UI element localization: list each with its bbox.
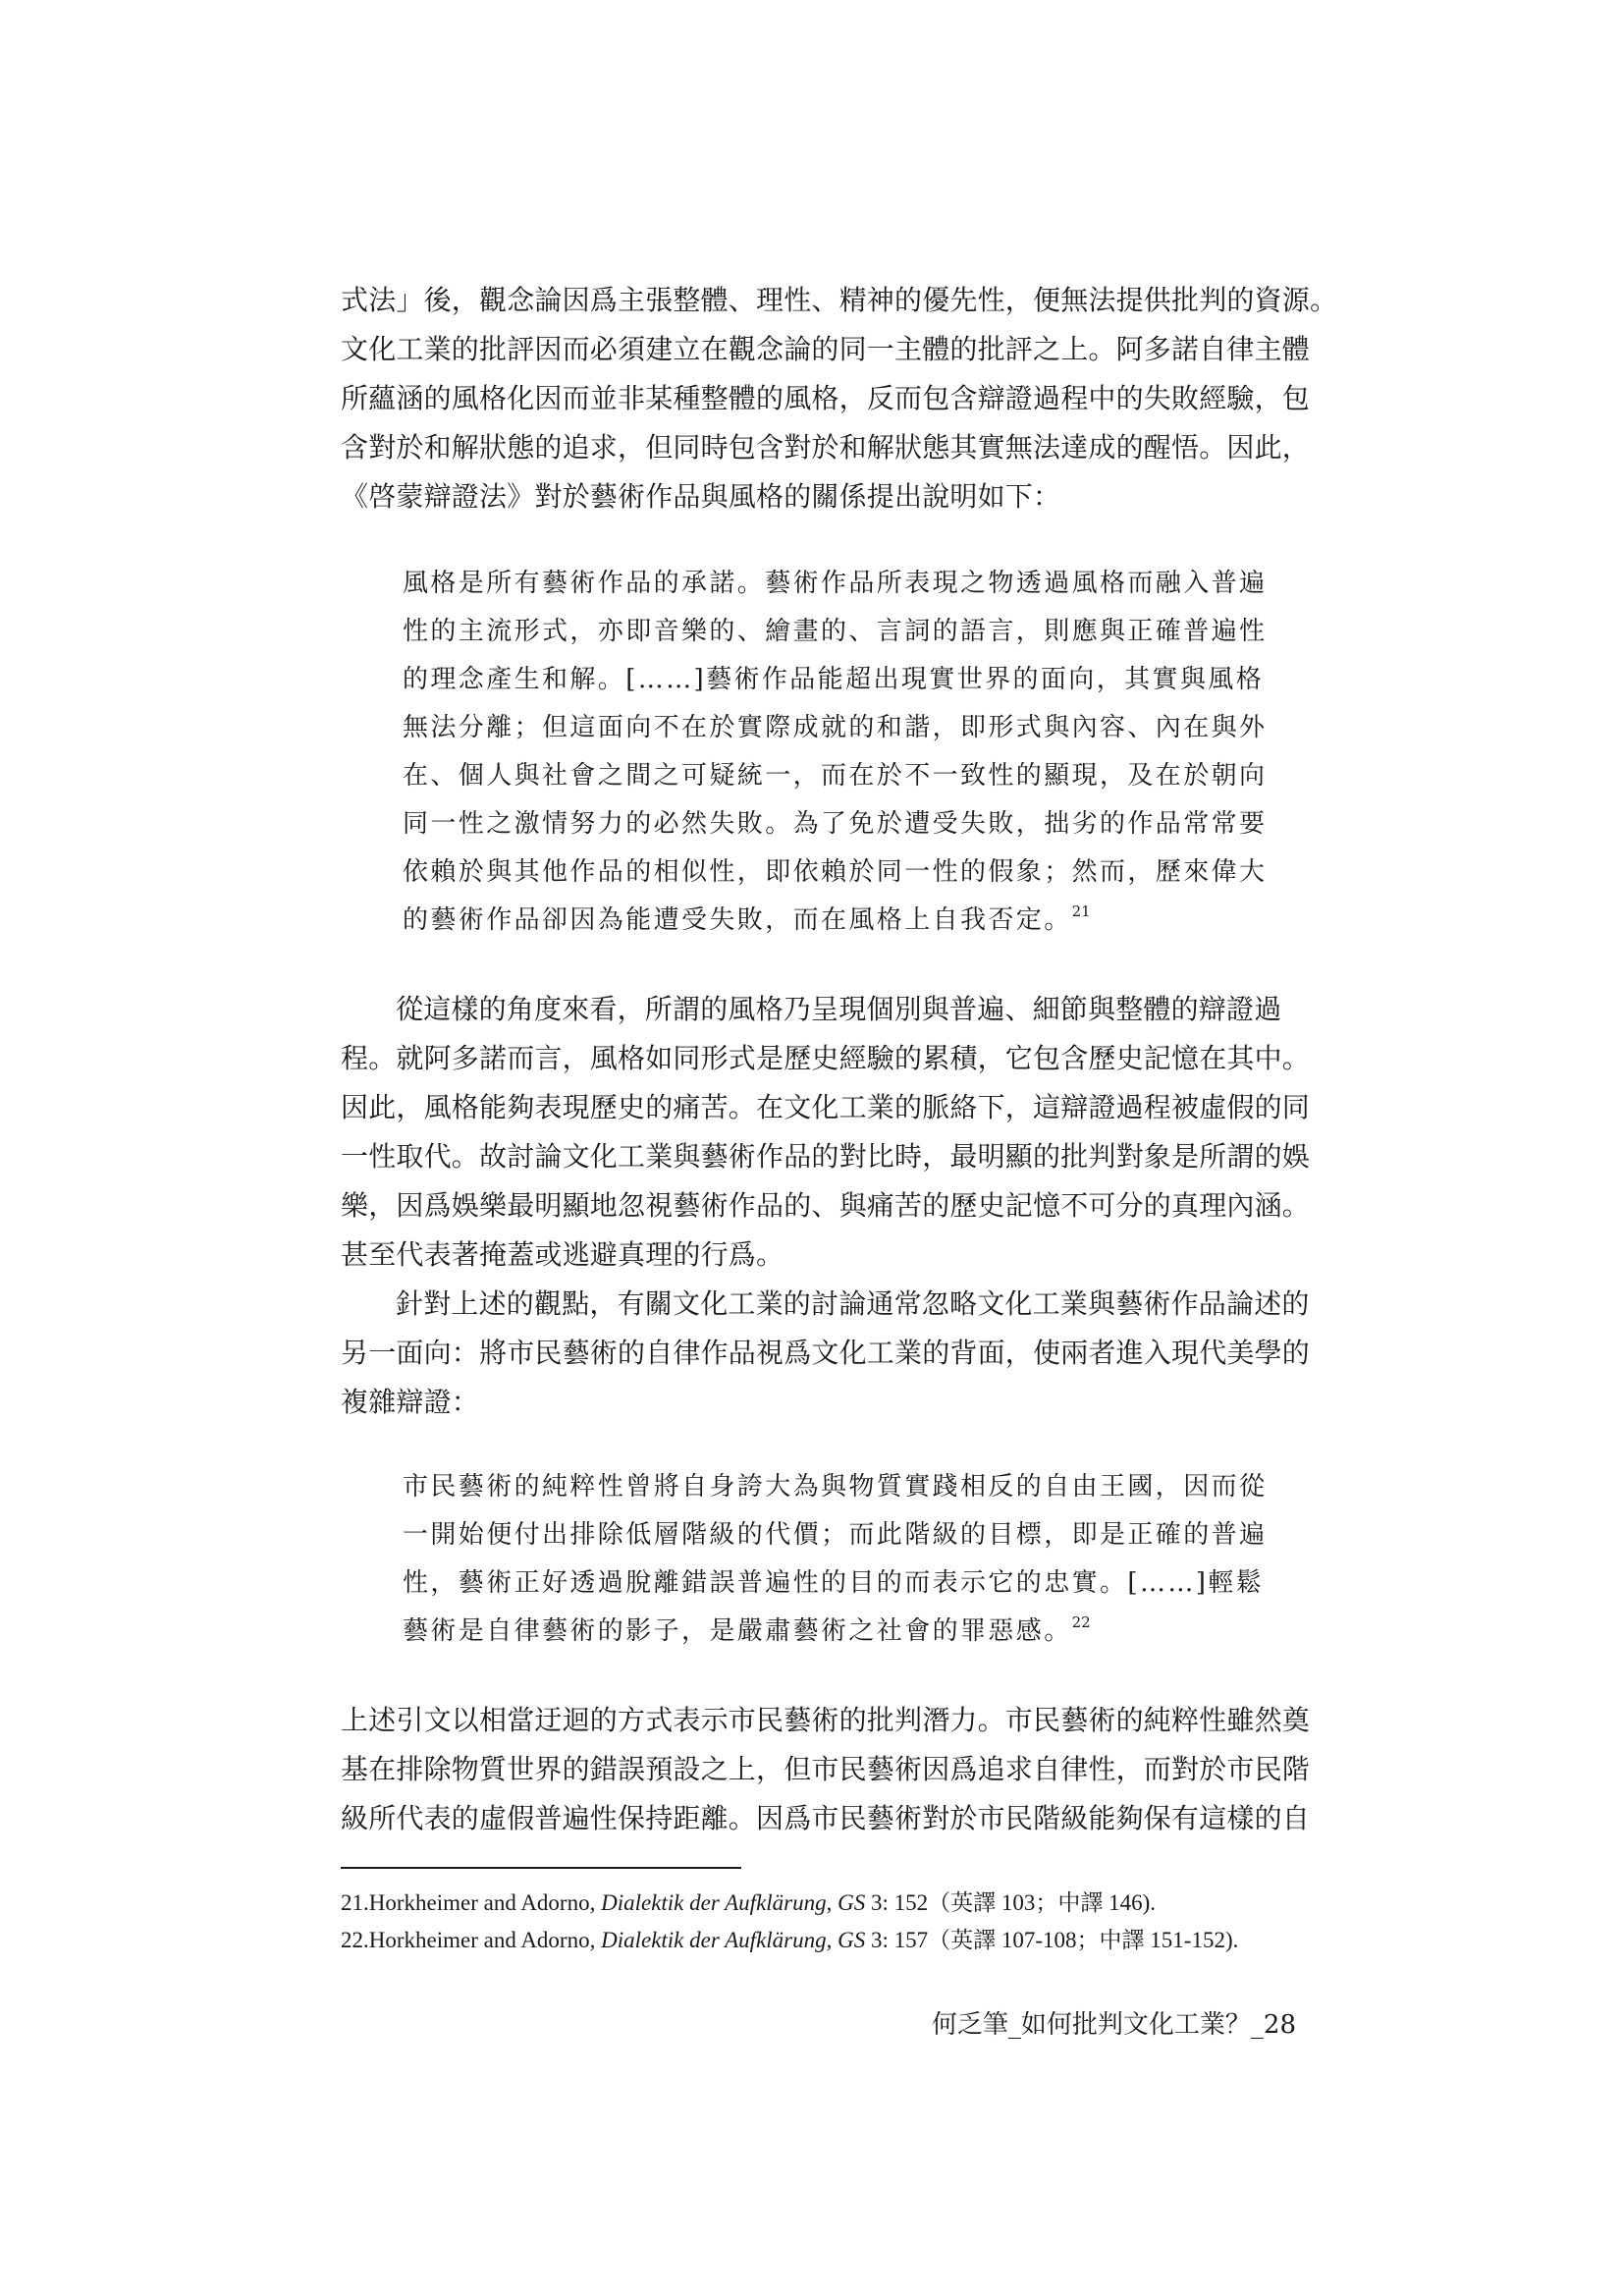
footnote-abbrev: GS xyxy=(838,1928,866,1952)
body-line: 複雜辯證： xyxy=(341,1386,480,1418)
body-line: 從這樣的角度來看，所謂的風格乃呈現個別與普遍、細節與整體的辯證過 xyxy=(396,993,1282,1025)
footnote-text: 21.Horkheimer and Adorno, xyxy=(341,1890,602,1915)
body-line: 文化工業的批評因而必須建立在觀念論的同一主體的批評之上。阿多諾自律主體 xyxy=(341,333,1311,365)
footnote-22 xyxy=(341,1924,1238,1957)
quote-text: 藝術是自律藝術的影子，是嚴肅藝術之社會的罪惡感。 xyxy=(403,1616,1072,1646)
body-line: 式法」後，觀念論因爲主張整體、理性、精神的優先性，便無法提供批判的資源。 xyxy=(341,284,1338,316)
footnote-text: 3: 152（英譯 103；中譯 146). xyxy=(865,1890,1157,1915)
footnote-book-title: Dialektik der Aufklärung xyxy=(601,1890,827,1915)
footnote-ref-22[interactable]: 22 xyxy=(1071,1613,1091,1631)
quote-line: 市民藝術的純粹性曾將自身誇大為與物質實踐相反的自由王國，因而從 xyxy=(403,1472,1268,1502)
footnote-ref-21[interactable]: 21 xyxy=(1071,902,1091,920)
quote-text: 的藝術作品卻因為能遭受失敗，而在風格上自我否定。 xyxy=(403,905,1072,935)
footnote-21 xyxy=(341,1886,1156,1920)
quote-line: 依賴於與其他作品的相似性，即依賴於同一性的假象；然而，歷來偉大 xyxy=(403,857,1268,887)
footnote-text: , xyxy=(826,1890,838,1915)
quote-line: 性，藝術正好透過脫離錯誤普遍性的目的而表示它的忠實。[……]輕鬆 xyxy=(403,1568,1265,1598)
quote-line: 風格是所有藝術作品的承諾。藝術作品所表現之物透過風格而融入普遍 xyxy=(403,569,1268,598)
body-line: 樂，因爲娛樂最明顯地忽視藝術作品的、與痛苦的歷史記憶不可分的真理內涵。 xyxy=(341,1189,1311,1222)
footnote-abbrev: GS xyxy=(838,1890,866,1915)
footnote-book-title: Dialektik der Aufklärung xyxy=(601,1928,827,1952)
quote-line: 性的主流形式，亦即音樂的、繪畫的、言詞的語言，則應與正確普遍性 xyxy=(403,617,1268,646)
body-line: 《啓蒙辯證法》對於藝術作品與風格的關係提出說明如下： xyxy=(341,480,1061,513)
quote-line-last xyxy=(403,1608,1091,1655)
footnote-separator xyxy=(341,1867,741,1869)
quote-line-last xyxy=(403,897,1091,944)
body-line: 含對於和解狀態的追求，但同時包含對於和解狀態其實無法達成的醒悟。因此， xyxy=(341,431,1311,464)
page-footer: 何乏筆_如何批判文化工業？_28 xyxy=(931,2010,1296,2040)
footnote-text: , xyxy=(826,1928,838,1952)
body-line: 一性取代。故討論文化工業與藝術作品的對比時，最明顯的批判對象是所謂的娛 xyxy=(341,1140,1311,1173)
body-line: 上述引文以相當迂迴的方式表示市民藝術的批判潛力。市民藝術的純粹性雖然奠 xyxy=(341,1704,1311,1736)
quote-line: 一開始便付出排除低層階級的代價；而此階級的目標，即是正確的普遍 xyxy=(403,1520,1268,1550)
body-line: 另一面向：將市民藝術的自律作品視爲文化工業的背面，使兩者進入現代美學的 xyxy=(341,1337,1311,1369)
body-line: 針對上述的觀點，有關文化工業的討論通常忽略文化工業與藝術作品論述的 xyxy=(396,1287,1310,1320)
quote-line: 無法分離；但這面向不在於實際成就的和諧，即形式與內容、內在與外 xyxy=(403,713,1268,742)
body-line: 甚至代表著掩蓋或逃避真理的行爲。 xyxy=(341,1238,784,1271)
quote-line: 的理念產生和解。[……]藝術作品能超出現實世界的面向，其實與風格 xyxy=(403,665,1265,694)
footnote-text: 3: 157（英譯 107-108；中譯 151-152). xyxy=(865,1928,1239,1952)
footnote-text: 22.Horkheimer and Adorno, xyxy=(341,1928,602,1952)
body-line: 因此，風格能夠表現歷史的痛苦。在文化工業的脈絡下，這辯證過程被虛假的同 xyxy=(341,1091,1311,1123)
body-line: 程。就阿多諾而言，風格如同形式是歷史經驗的累積，它包含歷史記憶在其中。 xyxy=(341,1042,1311,1074)
body-line: 級所代表的虛假普遍性保持距離。因爲市民藝術對於市民階級能夠保有這樣的自 xyxy=(341,1802,1311,1834)
quote-line: 在、個人與社會之間之可疑統一，而在於不一致性的顯現，及在於朝向 xyxy=(403,761,1268,791)
body-line: 所蘊涵的風格化因而並非某種整體的風格，反而包含辯證過程中的失敗經驗，包 xyxy=(341,382,1311,414)
body-line: 基在排除物質世界的錯誤預設之上，但市民藝術因爲追求自律性，而對於市民階 xyxy=(341,1753,1311,1785)
quote-line: 同一性之激情努力的必然失敗。為了免於遭受失敗，拙劣的作品常常要 xyxy=(403,809,1268,839)
